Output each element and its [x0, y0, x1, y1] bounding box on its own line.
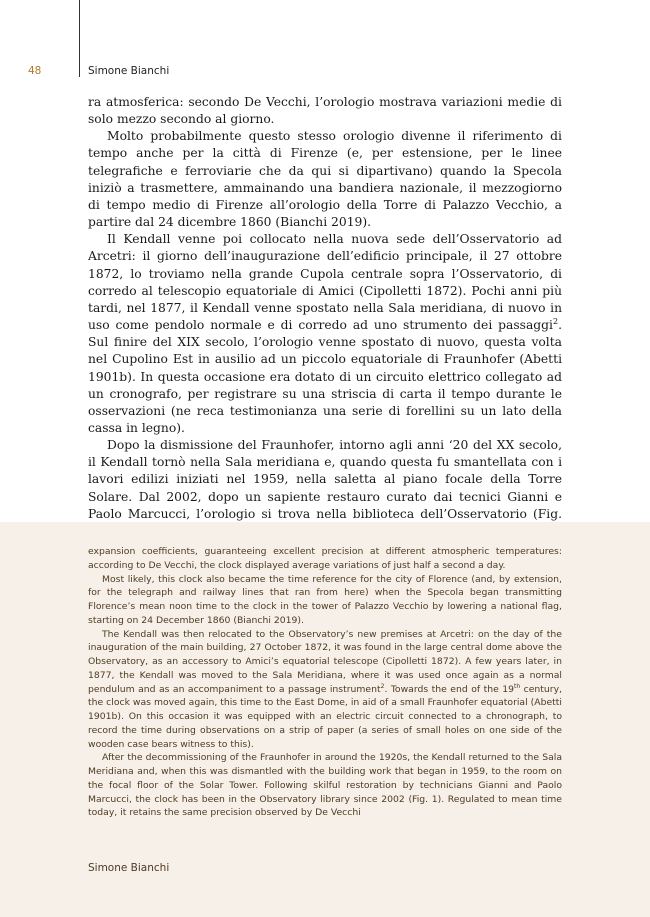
- paragraph-text-run: ra atmosferica: secondo De Vecchi, l’orologio mostrava variazioni medie di solo mezzo secondo al giorno.: [88, 95, 562, 127]
- english-body-text: [88, 545, 562, 820]
- english-paragraph: [88, 751, 562, 820]
- footnote-superscript: th: [514, 682, 521, 690]
- paragraph-text-run: . Towards the end of the 19: [384, 683, 515, 695]
- paragraph-text-run: After the decommissioning of the Fraunhofer in around the 1920s, the Kendall returned to the Sala Meridiana and, when this was dismantled with the building work that began in 1959, to the room on the focal floor of the Solar Tower. Following skilful restoration by technicians Gianni and Paolo Marcucci, the clock has been in the Observatory library since 2002 (Fig. 1). Regulated to mean time today, it retains the same precision observed by De Vecchi: [88, 752, 562, 819]
- english-paragraph: [88, 573, 562, 628]
- paragraph-text-run: Most likely, this clock also became the time reference for the city of Florence (and, by extension, for the telegraph and railway lines that ran from here) when the Specola began transmitting Florence’s mean noon time to the clock in the tower of Palazzo Vecchio by lowering a national flag, starting on 24 December 1860 (Bianchi 2019).: [88, 573, 562, 626]
- paragraph-text-run: Dopo la dismissione del Fraunhofer, intorno agli anni ‘20 del XX secolo, il Kendall tornò nella Sala meridiana e, quando questa fu smantellata con i lavori edilizi iniziati nel 1959, nella saletta al piano focale della Torre Solare. Dal 2002, dopo un sapiente restauro curato dai tecnici Gianni e Paolo Marcucci, l’orologio si trova nella biblioteca dell’Osservatorio (Fig.: [88, 438, 562, 521]
- paragraph-text-run: Il Kendall venne poi collocato nella nuova sede dell’Osservatorio ad Arcetri: il giorno dell’inaugurazione dell’edificio principale, il 27 ottobre 1872, lo troviamo nella grande Cupola centrale sopra l’Osservatorio, di corredo al telescopio equatoriale di Amici (Cipolletti 1872). Pochi anni più tardi, nel 1877, il Kendall venne spostato nella Sala meridiana, di nuovo in uso come pendolo normale e di corredo ad uno strumento dei passaggi: [88, 232, 562, 333]
- page-number: 48: [28, 65, 42, 77]
- italian-body-text: [88, 94, 562, 540]
- paragraph-text-run: expansion coefficients, guaranteeing excellent precision at different atmospheric temperatures: according to De Vecchi, the clock displayed average variations of just half a second a day.: [88, 546, 562, 571]
- paragraph-text-run: . Sul finire del XIX secolo, l’orologio venne spostato di nuovo, questa volta nel Cupolino Est in ausilio ad un piccolo equatoriale di Fraunhofer (Abetti 1901b). In questa occasione era dotato di un circuito elettrico collegato ad un cronografo, per registrare su una striscia di carta il tempo durante le osservazioni (ne reca testimonianza una serie di forellini su un lato della cassa in legno).: [88, 318, 562, 435]
- paragraph-text-run: Molto probabilmente questo stesso orologio divenne il riferimento di tempo anche per la città di Firenze (e, per estensione, per le linee telegrafiche e ferroviarie che da qui si dipartivano) quando la Specola iniziò a trasmettere, ammainando una bandiera nazionale, il mezzogiorno di tempo medio di Firenze all’orologio della Torre di Palazzo Vecchio, a partire dal 24 dicembre 1860 (Bianchi 2019).: [88, 129, 562, 230]
- english-paragraph: [88, 628, 562, 752]
- english-paragraph: [88, 545, 562, 573]
- italian-paragraph: [88, 94, 562, 128]
- italian-paragraph: [88, 231, 562, 437]
- english-author: Simone Bianchi: [88, 862, 170, 874]
- header-rule: [79, 0, 80, 77]
- paragraph-text-run: The Kendall was then relocated to the Observatory’s new premises at Arcetri: on the day of the inauguration of the main building, 27 October 1872, it was found in the large central dome above the Observatory, as an accessory to Amici’s equatorial telescope (Cipolletti 1872). A few years later, in 1877, the Kendall was moved to the Sala Meridiana, where it was used once again as a normal pendulum and as an accompaniment to a passage instrument: [88, 628, 562, 695]
- paragraph-text-run: century, the clock was moved again, this time to the East Dome, in aid of a small Fraunhofer equatorial (Abetti 1901b). On this occasion it was equipped with an electric circuit connected to a chronograph, to record the time during observations on a strip of paper (a series of small holes on one side of the wooden case bears witness to this).: [88, 683, 562, 750]
- running-head: Simone Bianchi: [88, 65, 170, 77]
- footnote-superscript: 2: [380, 682, 385, 690]
- italian-paragraph: [88, 128, 562, 231]
- footnote-superscript: 2: [552, 316, 559, 326]
